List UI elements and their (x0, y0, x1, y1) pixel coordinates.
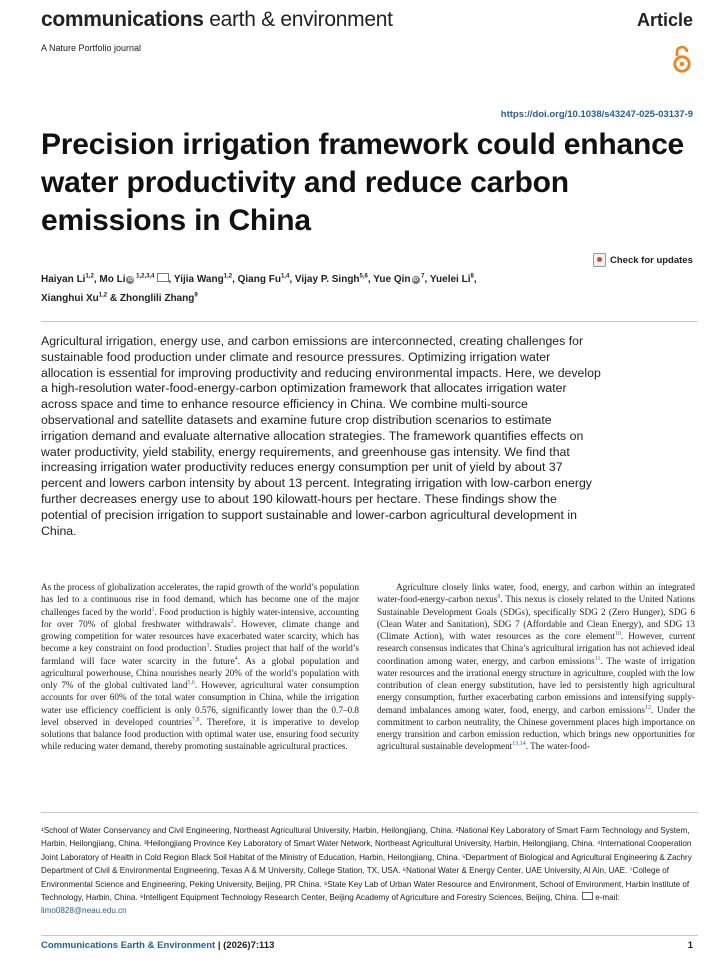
abstract: Agricultural irrigation, energy use, and carbon emissions are interconnected, creating challenges for sustainable food production under climate and resource pressures. Optimizing irrigation water allocation is essential for improving productivity and reducing environmental impacts. Here, we develop a high-resolution water-food-energy-carbon optimization framework that allocates irrigation water across space and time to enhance resource efficiency in China. We combine multi-source observational and satellite datasets and examine future crop distribution scenarios to estimate irrigation demand and evaluate alternative allocation strategies. The framework quantifies effects on water productivity, yield stability, energy requirements, and greenhouse gas intensity. We find that increasing irrigation water productivity reduces energy consumption per unit of yield by about 37 percent and lowers carbon intensity by about 13 percent. Integrating irrigation with low-carbon energy further decreases energy use to about 190 kilowatt-hours per hectare. These findings show the potential of precision irrigation to support sustainable and lower-carbon agricultural development in China. (41, 334, 601, 538)
footer-volume: (2026)7:113 (223, 940, 275, 951)
article-type: Article (636, 10, 693, 30)
journal-name: communications earth & environment (41, 8, 393, 31)
check-for-updates-button[interactable] (593, 253, 693, 267)
author-name[interactable]: Zhonglili Zhang$^9$ (119, 292, 198, 304)
divider (41, 935, 698, 936)
page-number: 1 (687, 940, 693, 951)
body-column-1: As the process of globalization accelerates, the rapid growth of the world’s population has led to a continuous rise in food demand, which has become one of the major challenges faced by the world$^1$. Food production is highly water-intensive, accounting for over 70% of global freshwater withdrawals$^2$. However, climate change and growing competition for water resources have exacerbated water scarcity, which has become a key constraint on food production$^3$. Studies project that half of the world’s farmland will face water scarcity in the future$^4$. As a global population and agricultural powerhouse, China nourishes nearly 20% of the world’s population with only 7% of the global cultivated land$^{5,6}$. However, agricultural water consumption accounts for over 60% of the total water consumption in China, while the irrigation water use efficiency coefficient is only 0.576, significantly lower than the 0.7–0.8 level observed in developed countries$^{7,8}$. Therefore, it is imperative to develop solutions that balance food production with optimal water use, ensuring food security while reducing water demand, thereby promoting sustainable agricultural practices. (41, 582, 360, 752)
affiliations: ¹School of Water Conservancy and Civil Engineering, Northeast Agricultural University, Harbin, Heilongjiang, China. ²National Key Laboratory of Smart Farm Technology and System, Harbin, Heilongjiang, China. ³Heilongjiang Province Key Laboratory of Smart Water Network, Northeast Agricultural University, Harbin, Heilongjiang, China. ⁴International Cooperation Joint Laboratory of Health in Cold Region Black Soil Habitat of the Ministry of Education, Harbin, Heilongjiang, China. ⁵Department of Biological and Agricultural Engineering & Zachry Department of Civil & Environmental Engineering, Texas A & M University, College Station, TX, USA. ⁶National Water & Energy Center, UAE University, Al Ain, UAE. ⁷College of Environmental Science and Engineering, Peking University, Beijing, PR China. ⁸State Key Lab of Urban Water Resource and Environment, School of Environment, Harbin Institute of Technology, Harbin, China. ⁹Intelligent Equipment Technology Research Center, Beijing Academy of Agriculture and Forestry Sciences, Beijing, China. e-mail: limo0828@neau.edu.cn (41, 826, 692, 916)
journal-tagline: A Nature Portfolio journal (41, 43, 142, 53)
email-icon (582, 892, 593, 900)
author-name[interactable]: Yuelei Li$^8$ (429, 273, 474, 285)
footer-journal[interactable]: Communications Earth & Environment (41, 940, 216, 951)
check-updates-icon (593, 253, 606, 267)
orcid-icon[interactable]: iD (413, 277, 419, 283)
open-access-icon (671, 44, 693, 74)
corresponding-email-link[interactable]: limo0828@neau.edu.cn (41, 906, 127, 916)
divider (41, 812, 698, 813)
author-name[interactable]: Yue Qin iD $^7$ (373, 273, 425, 285)
author-list: Haiyan Li$^{1,2}$, Mo Li iD $^{1,2,3,4}$ , Yijia Wang$^{1,2}$, Qiang Fu$^{1,4}$, Vijay P. Singh$^{5,6}$, Yue Qin iD $^7$, Yuelei Li$^8$, Xianghui Xu$^{1,2}$ & Zhonglili Zhang$^9$ (41, 273, 477, 304)
author-name[interactable]: Yijia Wang$^{1,2}$ (173, 273, 233, 285)
email-icon[interactable] (157, 273, 169, 282)
orcid-icon[interactable]: iD (127, 277, 133, 283)
author-name[interactable]: Haiyan Li$^{1,2}$ (41, 273, 94, 285)
footer-citation: Communications Earth & Environment | (2026)7:113 (41, 940, 275, 951)
author-name[interactable]: Xianghui Xu$^{1,2}$ (41, 292, 108, 304)
article-title: Precision irrigation framework could enhance water productivity and reduce carbon emissions in China (41, 128, 685, 237)
doi-link[interactable]: https://doi.org/10.1038/s43247-025-03137-9 (500, 109, 693, 120)
author-name[interactable]: Qiang Fu$^{1,4}$ (237, 273, 290, 285)
author-name[interactable]: Mo Li iD $^{1,2,3,4}$ (99, 274, 168, 285)
divider (41, 321, 698, 322)
body-column-2: Agriculture closely links water, food, energy, and carbon within an integrated water-food-energy-carbon nexus$^9$. This nexus is closely related to the United Nations Sustainable Development Goals (SDGs), specifically SDG 2 (Zero Hunger), SDG 6 (Clean Water and Sanitation), SDG 7 (Affordable and Clean Energy), and SDG 13 (Climate Action), with water resources as the core element$^{10}$. However, current research consensus indicates that China’s agricultural irrigation has not achieved ideal coordination among water, energy, and carbon emissions$^{11}$. The waste of irrigation water resources and the irrational energy structure in agriculture, coupled with the low contribution of clean energy substitution, have led to persistently high agricultural energy consumption, further exacerbating carbon emissions and intensifying supply-demand imbalances among water, food, energy, and carbon emissions$^{12}$. Under the commitment to carbon neutrality, the Chinese government places high importance on energy transition and carbon emission reduction, which brings new opportunities for agricultural sustainable development$^{13,14}$. The water-food- (377, 582, 696, 752)
author-name[interactable]: Vijay P. Singh$^{5,6}$ (294, 273, 368, 285)
check-updates-label: Check for updates (610, 254, 693, 266)
